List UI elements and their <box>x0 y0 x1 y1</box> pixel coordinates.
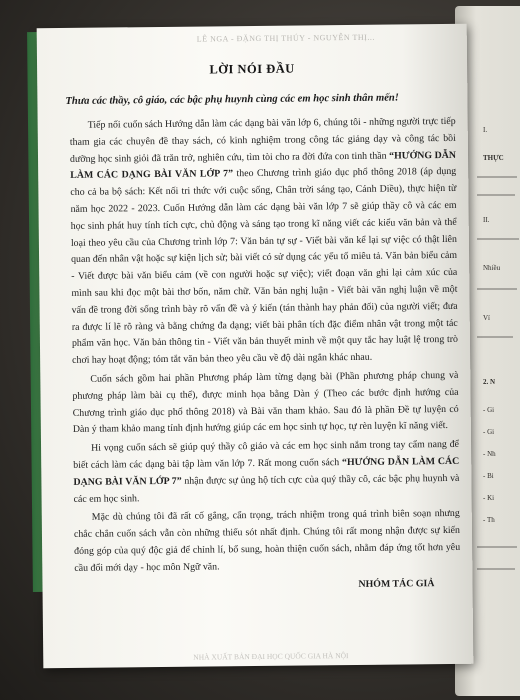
adjacent-fragment: - Gi <box>483 428 495 436</box>
adjacent-text-line <box>477 568 515 570</box>
paragraph-text: theo Chương trình giáo dục phổ thông 2018 (áp dụng cho cả ba bộ sách: Kết nối tri thức với cuộc sống, Chân trời sáng tạo, Cánh Diều), thực hiện từ năm học 2022 - 2023. Cuốn Hướng dẫn làm các dạng bài văn lớp 7 sẽ giúp thầy cô và các em học sinh phát huy tính tích cực, chủ động và sáng tạo trong kĩ năng viết các kiểu văn bản và thể loại theo yêu cầu của Chương trình lớp 7: Văn bản tự sự - Viết bài văn kể lại sự việc có thật liên quan đến nhân vật hoặc sự kiện lịch sử; bài viết có sử dụng các yếu tố miêu tả. Văn bản biểu cảm - Viết được bài văn biểu cảm (về con người hoặc sự việc); viết đoạn văn ghi lại cảm xúc của mình sau khi đọc một bài thơ bốn, năm chữ. Văn bản nghị luận - Viết bài văn nghị luận về một vấn đề trong đời sống trình bày rõ vấn đề và ý kiến (tán thành hay phản đối) của người viết; đưa ra được lí lẽ rõ ràng và bằng chứng đa dạng; viết bài phân tích đặc điểm nhân vật trong một tác phẩm văn học. Văn bản thông tin - Viết văn bản thuyết minh về một quy tắc hay luật lệ trong trò chơi hay hoạt động; tóm tắt văn bản theo yêu cầu về độ dài ngắn khác nhau. <box>70 166 459 367</box>
paragraph-4: Mặc dù chúng tôi đã rất cố gắng, cẩn trọng, trách nhiệm trong quá trình biên soạn nhưng chắc chắn cuốn sách vẫn còn những thiếu sót nhất định. Chúng tôi rất mong nhận được sự kiến đóng góp của quý độc giả để chỉnh lí, bổ sung, hoàn thiện cuốn sách, nhằm đáp ứng tốt hơn yêu cầu đổi mới dạy - học môn Ngữ văn. <box>73 508 461 574</box>
paragraph-2: Cuốn sách gồm hai phần Phương pháp làm từng dạng bài (Phần phương pháp chung và phương pháp làm bài cụ thể), được minh họa bằng Dàn ý (Theo các bước định hướng của Chương trình giáo dục phổ thông 2018) và Bài văn tham khảo. Sau đó là phần Đề tự luyện có Dàn ý tham khảo mang tính định hướng giúp các em học sinh tự học, tự rèn luyện kĩ năng viết. <box>72 369 459 436</box>
paragraph-text: Tiếp nối cuốn sách Hướng dẫn làm các dạng bài văn lớp 6, chúng tôi - những người trực tiếp tham gia các chuyên đề thay sách, có kinh nghiệm trong công tác giảng dạy và công tác bồi dưỡng học sinh giỏi đã trăn trở, nghiên cứu, tìm tòi cho ra đời đứa con tinh thần <box>69 115 456 165</box>
adjacent-fragment: - Th <box>483 516 495 524</box>
adjacent-fragment: 2. N <box>483 378 496 386</box>
adjacent-fragment: I. <box>483 126 488 134</box>
signature: NHÓM TÁC GIẢ <box>358 577 435 590</box>
page-title: LỜI NÓI ĐẦU <box>209 61 295 77</box>
book-title-emphasis: “HƯỚNG DẪN LÀM CÁC DẠNG BÀI VĂN LỚP 7” <box>70 149 457 182</box>
paragraph-3 <box>73 437 460 508</box>
book-page <box>37 24 474 668</box>
adjacent-fragment: Ví <box>483 314 490 322</box>
adjacent-text-line <box>477 238 519 240</box>
adjacent-fragment: - Ki <box>483 494 495 502</box>
paragraph-text: Hi vọng cuốn sách sẽ giúp quý thầy cô giáo và các em học sinh nắm trong tay cẩm nang để biết cách làm các dạng bài tập làm văn lớp 7. Rất mong cuốn sách <box>73 439 460 471</box>
adjacent-text-line <box>477 194 515 196</box>
adjacent-fragment: THỰC <box>483 154 504 162</box>
adjacent-fragment: - Bi <box>483 472 494 480</box>
header-bleed-through: LÊ NGA - ĐẶNG THỊ THÚY - NGUYỄN THỊ... <box>196 32 375 44</box>
adjacent-fragment: II. <box>483 216 490 224</box>
adjacent-fragment: - Gi <box>483 406 495 414</box>
adjacent-fragment: Nhiều <box>483 264 501 272</box>
adjacent-fragment: - Nh <box>483 450 496 458</box>
paragraph-text: nhận được sự ủng hộ tích cực của quý thầy cô, các bậc phụ huynh và các em học sinh. <box>73 472 460 505</box>
adjacent-text-line <box>477 176 517 178</box>
footer-bleed-through: NHÀ XUẤT BẢN ĐẠI HỌC QUỐC GIA HÀ NỘI <box>193 651 349 662</box>
page-content <box>70 114 461 598</box>
paragraph-1 <box>70 114 459 370</box>
adjacent-text-line <box>477 336 513 338</box>
greeting: Thưa các thầy, cô giáo, các bậc phụ huynh cùng các em học sinh thân mến! <box>65 92 399 107</box>
book-title-emphasis: “HƯỚNG DẪN LÀM CÁC DẠNG BÀI VĂN LỚP 7” <box>73 455 460 488</box>
adjacent-text-line <box>477 546 517 548</box>
adjacent-text-line <box>477 288 517 290</box>
